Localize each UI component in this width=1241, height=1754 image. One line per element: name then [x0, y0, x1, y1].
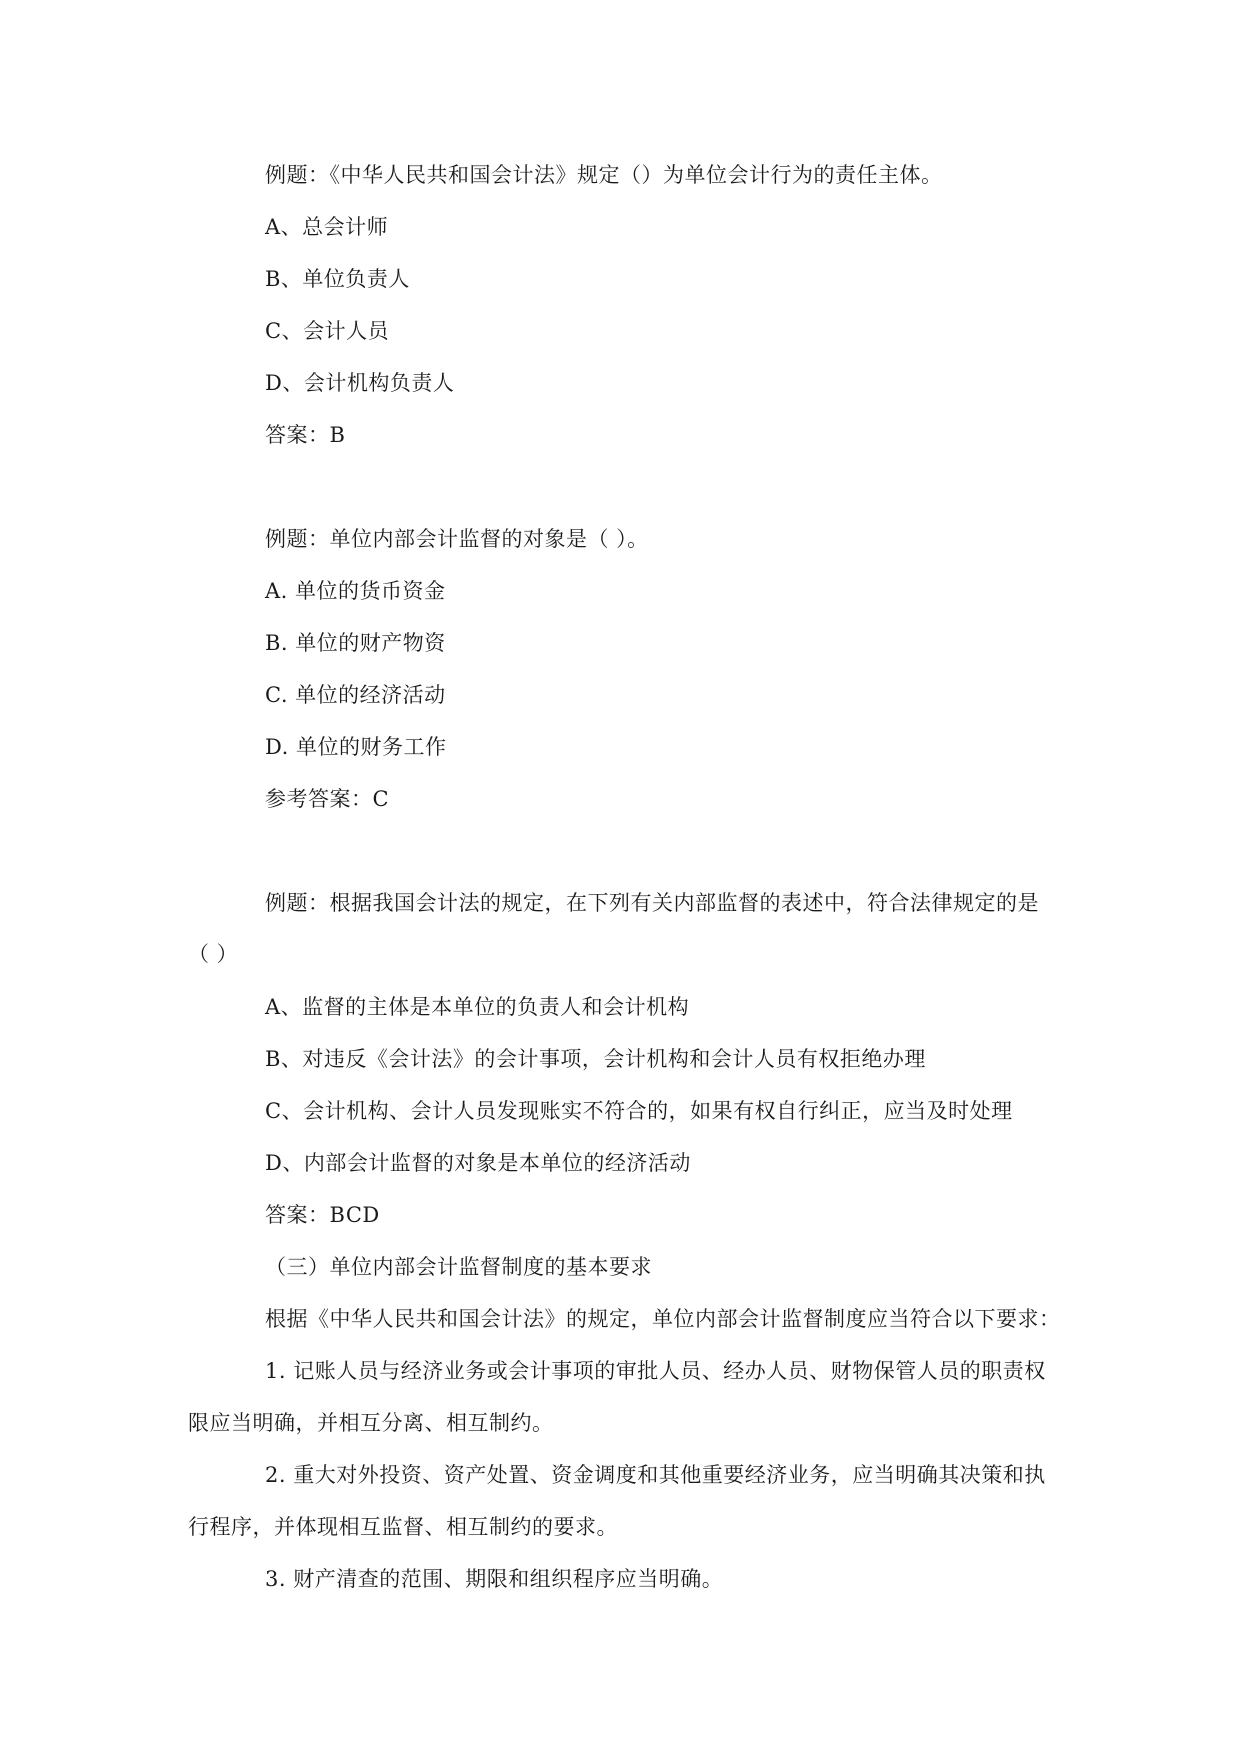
q1-answer: 答案：B: [265, 423, 346, 447]
requirement-1: 1. 记账人员与经济业务或会计事项的审批人员、经办人员、财物保管人员的职责权: [265, 1359, 1046, 1383]
q3-question-continued: （ ）: [188, 942, 239, 966]
requirement-2-continued: 行程序，并体现相互监督、相互制约的要求。: [188, 1515, 618, 1539]
q3-question: 例题：根据我国会计法的规定，在下列有关内部监督的表述中，符合法律规定的是: [265, 891, 1039, 915]
q3-answer: 答案：BCD: [265, 1203, 380, 1227]
q3-option-a: A、监督的主体是本单位的负责人和会计机构: [265, 995, 690, 1019]
q2-answer: 参考答案：C: [265, 787, 390, 811]
q1-option-b: B、单位负责人: [265, 267, 410, 291]
requirement-3: 3. 财产清查的范围、期限和组织程序应当明确。: [265, 1567, 724, 1591]
q2-question: 例题：单位内部会计监督的对象是（ ）。: [265, 527, 649, 551]
requirement-1-continued: 限应当明确，并相互分离、相互制约。: [188, 1411, 554, 1435]
q3-option-b: B、对违反《会计法》的会计事项，会计机构和会计人员有权拒绝办理: [265, 1047, 926, 1071]
q2-option-a: A. 单位的货币资金: [265, 579, 446, 603]
q2-option-c: C. 单位的经济活动: [265, 683, 446, 707]
q3-option-c: C、会计机构、会计人员发现账实不符合的，如果有权自行纠正，应当及时处理: [265, 1099, 1013, 1123]
requirement-2: 2. 重大对外投资、资产处置、资金调度和其他重要经济业务，应当明确其决策和执: [265, 1463, 1046, 1487]
q2-option-b: B. 单位的财产物资: [265, 631, 446, 655]
q1-option-d: D、会计机构负责人: [265, 371, 455, 395]
q1-option-c: C、会计人员: [265, 319, 390, 343]
section-intro: 根据《中华人民共和国会计法》的规定，单位内部会计监督制度应当符合以下要求：: [265, 1307, 1061, 1331]
q3-option-d: D、内部会计监督的对象是本单位的经济活动: [265, 1151, 691, 1175]
q1-option-a: A、总会计师: [265, 215, 389, 239]
q2-option-d: D. 单位的财务工作: [265, 735, 447, 759]
q1-question: 例题：《中华人民共和国会计法》规定（）为单位会计行为的责任主体。: [265, 163, 943, 187]
section-heading: （三）单位内部会计监督制度的基本要求: [265, 1255, 652, 1279]
